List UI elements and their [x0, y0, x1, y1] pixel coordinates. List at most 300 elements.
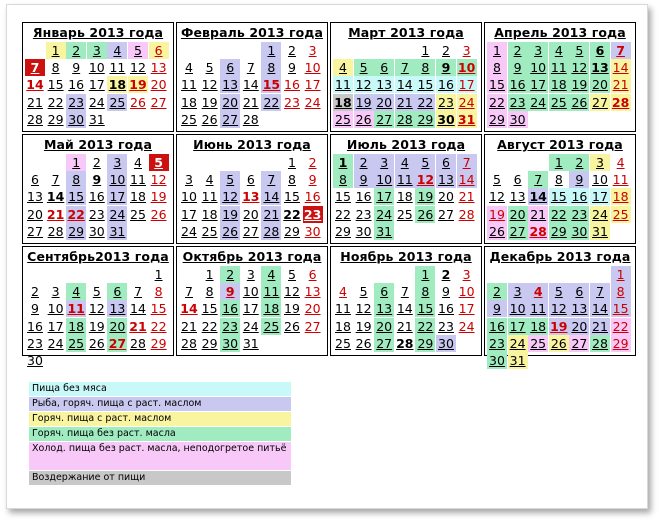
day-cell[interactable]: 10: [528, 59, 548, 76]
day-cell[interactable]: 19: [487, 206, 507, 223]
day-cell[interactable]: 27: [590, 94, 610, 111]
day-cell[interactable]: 20: [27, 206, 43, 222]
month-title[interactable]: Октябрь 2013 года: [182, 249, 322, 264]
day-cell[interactable]: 16: [284, 77, 300, 93]
day-cell[interactable]: 13: [374, 300, 394, 317]
day-cell[interactable]: 18: [335, 318, 351, 334]
day-cell[interactable]: 9: [92, 172, 102, 188]
day-cell[interactable]: 2: [220, 266, 240, 283]
day-cell[interactable]: 21: [181, 318, 197, 334]
day-cell[interactable]: 23: [438, 318, 454, 334]
day-cell[interactable]: 28: [27, 111, 43, 127]
day-cell[interactable]: 17: [457, 76, 477, 93]
day-cell[interactable]: 28: [130, 335, 146, 351]
day-cell[interactable]: 26: [487, 223, 507, 240]
day-cell[interactable]: 8: [611, 283, 631, 300]
day-cell[interactable]: 4: [339, 284, 347, 300]
day-cell[interactable]: 25: [261, 318, 281, 335]
day-cell[interactable]: 17: [528, 76, 548, 93]
day-cell[interactable]: 22: [415, 94, 435, 111]
day-cell[interactable]: 23: [220, 318, 240, 335]
day-cell[interactable]: 1: [415, 266, 435, 283]
day-cell[interactable]: 6: [107, 283, 127, 300]
day-cell[interactable]: 24: [107, 206, 127, 223]
day-cell[interactable]: 8: [205, 284, 214, 300]
day-cell[interactable]: 29: [611, 335, 631, 352]
day-cell[interactable]: 10: [304, 60, 321, 76]
day-cell[interactable]: 7: [246, 60, 255, 76]
day-cell[interactable]: 14: [242, 77, 259, 93]
day-cell[interactable]: 9: [487, 300, 507, 317]
day-cell[interactable]: 30: [304, 223, 321, 239]
day-cell[interactable]: 15: [487, 76, 507, 93]
day-cell[interactable]: 7: [51, 172, 60, 188]
day-cell[interactable]: 30: [436, 335, 456, 352]
day-cell[interactable]: 20: [304, 301, 321, 317]
day-cell[interactable]: 6: [31, 172, 39, 188]
day-cell[interactable]: 27: [108, 335, 127, 351]
month-title[interactable]: Май 2013 года: [43, 137, 153, 152]
day-cell[interactable]: 5: [128, 42, 148, 59]
day-cell[interactable]: 19: [284, 301, 300, 317]
day-cell[interactable]: 19: [150, 189, 167, 205]
day-cell[interactable]: 22: [283, 206, 301, 222]
day-cell[interactable]: 5: [549, 283, 569, 300]
day-cell[interactable]: 7: [395, 59, 415, 76]
day-cell[interactable]: 17: [181, 206, 197, 222]
day-cell[interactable]: 12: [569, 59, 589, 76]
day-cell[interactable]: 18: [334, 94, 352, 110]
day-cell[interactable]: 26: [355, 335, 372, 351]
day-cell[interactable]: 1: [261, 42, 281, 59]
day-cell[interactable]: 4: [616, 155, 625, 170]
day-cell[interactable]: 22: [150, 318, 167, 334]
month-title[interactable]: Декабрь 2013 года: [489, 249, 631, 264]
day-cell[interactable]: 24: [374, 206, 394, 223]
month-title[interactable]: Июнь 2013 года: [193, 137, 311, 152]
day-cell[interactable]: 7: [134, 284, 142, 300]
day-cell[interactable]: 29: [201, 335, 218, 351]
day-cell[interactable]: 1: [611, 266, 631, 283]
day-cell[interactable]: 17: [107, 188, 127, 205]
day-cell[interactable]: 1: [333, 154, 353, 171]
day-cell[interactable]: 17: [304, 77, 321, 93]
day-cell[interactable]: 17: [88, 77, 105, 93]
day-cell[interactable]: 2: [508, 42, 528, 59]
day-cell[interactable]: 6: [246, 172, 255, 188]
day-cell[interactable]: 3: [308, 43, 317, 58]
day-cell[interactable]: 9: [288, 60, 296, 76]
day-cell[interactable]: 20: [374, 318, 394, 335]
day-cell[interactable]: 11: [395, 171, 415, 188]
day-cell[interactable]: 12: [549, 300, 569, 317]
day-cell[interactable]: 22: [487, 94, 507, 111]
day-cell[interactable]: 3: [528, 42, 548, 59]
day-cell[interactable]: 25: [107, 94, 127, 111]
day-cell[interactable]: 9: [436, 59, 456, 76]
day-cell[interactable]: 27: [508, 223, 528, 240]
day-cell[interactable]: 15: [415, 76, 435, 93]
day-cell[interactable]: 14: [261, 188, 281, 205]
day-cell[interactable]: 27: [242, 223, 259, 239]
day-cell[interactable]: 20: [242, 206, 259, 222]
day-cell[interactable]: 8: [288, 172, 296, 188]
day-cell[interactable]: 9: [442, 284, 450, 300]
day-cell[interactable]: 15: [549, 188, 569, 205]
day-cell[interactable]: 18: [108, 77, 127, 93]
day-cell[interactable]: 2: [92, 155, 101, 170]
day-cell[interactable]: 30: [220, 335, 240, 352]
day-cell[interactable]: 11: [109, 60, 126, 76]
day-cell[interactable]: 13: [374, 76, 394, 93]
day-cell[interactable]: 27: [438, 206, 454, 222]
day-cell[interactable]: 28: [181, 335, 197, 351]
day-cell[interactable]: 28: [590, 335, 610, 352]
day-cell[interactable]: 27: [27, 223, 43, 239]
day-cell[interactable]: 14: [457, 171, 477, 188]
day-cell[interactable]: 24: [304, 94, 321, 110]
day-cell[interactable]: 18: [611, 188, 631, 205]
day-cell[interactable]: 13: [569, 300, 589, 317]
day-cell[interactable]: 15: [611, 300, 631, 317]
day-cell[interactable]: 8: [261, 59, 281, 76]
day-cell[interactable]: 10: [592, 172, 608, 188]
day-cell[interactable]: 25: [130, 206, 146, 222]
month-title[interactable]: Сентябрь2013 года: [27, 249, 169, 264]
day-cell[interactable]: 19: [201, 94, 218, 110]
day-cell[interactable]: 4: [66, 283, 86, 300]
day-cell[interactable]: 3: [246, 267, 255, 282]
day-cell[interactable]: 17: [374, 188, 394, 205]
day-cell[interactable]: 25: [611, 206, 631, 223]
day-cell[interactable]: 20: [374, 94, 394, 111]
day-cell[interactable]: 30: [487, 352, 507, 369]
day-cell[interactable]: 17: [242, 301, 259, 317]
day-cell[interactable]: 26: [220, 223, 240, 240]
day-cell[interactable]: 20: [590, 76, 610, 93]
day-cell[interactable]: 4: [205, 172, 214, 188]
day-cell[interactable]: 21: [261, 206, 281, 223]
day-cell[interactable]: 20: [107, 318, 127, 335]
day-cell[interactable]: 6: [513, 172, 522, 188]
day-cell[interactable]: 1: [421, 43, 430, 58]
day-cell[interactable]: 10: [107, 171, 127, 188]
day-cell[interactable]: 27: [374, 335, 394, 352]
day-cell[interactable]: 23: [27, 335, 43, 351]
day-cell[interactable]: 16: [355, 189, 372, 205]
day-cell[interactable]: 18: [66, 318, 86, 335]
day-cell[interactable]: 20: [569, 318, 589, 335]
day-cell[interactable]: 28: [242, 111, 259, 127]
day-cell[interactable]: 4: [528, 283, 548, 300]
day-cell[interactable]: 4: [261, 266, 281, 283]
day-cell[interactable]: 3: [107, 154, 127, 171]
day-cell[interactable]: 23: [355, 206, 372, 222]
day-cell[interactable]: 22: [611, 318, 631, 335]
day-cell[interactable]: 23: [66, 94, 86, 111]
month-title[interactable]: Ноябрь 2013 года: [340, 249, 472, 264]
day-cell[interactable]: 22: [335, 206, 351, 222]
day-cell[interactable]: 28: [395, 111, 415, 128]
day-cell[interactable]: 9: [308, 172, 317, 188]
month-title[interactable]: Февраль 2013 года: [180, 25, 324, 40]
day-cell[interactable]: 15: [284, 189, 300, 205]
day-cell[interactable]: 11: [335, 301, 351, 317]
day-cell[interactable]: 24: [457, 94, 477, 111]
day-cell[interactable]: 22: [67, 206, 85, 222]
day-cell[interactable]: 11: [261, 283, 281, 300]
day-cell[interactable]: 2: [308, 155, 317, 170]
day-cell[interactable]: 25: [335, 335, 351, 351]
day-cell[interactable]: 10: [457, 60, 476, 76]
day-cell[interactable]: 26: [569, 94, 589, 111]
day-cell[interactable]: 18: [396, 189, 413, 205]
day-cell[interactable]: 10: [508, 300, 528, 317]
day-cell[interactable]: 23: [436, 94, 456, 111]
day-cell[interactable]: 5: [493, 172, 501, 188]
day-cell[interactable]: 31: [88, 111, 105, 127]
day-cell[interactable]: 21: [46, 206, 65, 222]
day-cell[interactable]: 16: [487, 318, 507, 335]
day-cell[interactable]: 13: [509, 189, 526, 205]
day-cell[interactable]: 1: [549, 154, 569, 171]
day-cell[interactable]: 3: [590, 154, 610, 171]
day-cell[interactable]: 13: [107, 300, 127, 317]
day-cell[interactable]: 3: [87, 42, 107, 59]
day-cell[interactable]: 12: [88, 301, 105, 317]
day-cell[interactable]: 28: [396, 335, 414, 351]
day-cell[interactable]: 3: [508, 283, 528, 300]
day-cell[interactable]: 14: [590, 300, 610, 317]
day-cell[interactable]: 11: [181, 77, 197, 93]
day-cell[interactable]: 27: [304, 318, 321, 334]
day-cell[interactable]: 25: [201, 223, 218, 239]
day-cell[interactable]: 22: [47, 94, 64, 110]
day-cell[interactable]: 19: [550, 318, 568, 334]
day-cell[interactable]: 21: [528, 206, 548, 223]
day-cell[interactable]: 5: [288, 267, 296, 282]
day-cell[interactable]: 3: [185, 172, 193, 188]
day-cell[interactable]: 4: [107, 42, 127, 59]
day-cell[interactable]: 29: [549, 223, 569, 240]
day-cell[interactable]: 2: [66, 42, 86, 59]
day-cell[interactable]: 12: [489, 189, 505, 205]
day-cell[interactable]: 1: [154, 267, 163, 282]
day-cell[interactable]: 13: [591, 60, 609, 76]
day-cell[interactable]: 31: [374, 223, 394, 240]
day-cell[interactable]: 6: [374, 283, 394, 300]
day-cell[interactable]: 2: [288, 43, 296, 58]
day-cell[interactable]: 24: [590, 206, 610, 223]
day-cell[interactable]: 26: [284, 318, 300, 334]
day-cell[interactable]: 30: [355, 223, 372, 239]
day-cell[interactable]: 20: [438, 189, 454, 205]
day-cell[interactable]: 6: [590, 42, 610, 59]
day-cell[interactable]: 25: [528, 335, 548, 352]
day-cell[interactable]: 17: [590, 188, 610, 205]
day-cell[interactable]: 24: [181, 223, 197, 239]
day-cell[interactable]: 4: [549, 42, 569, 59]
day-cell[interactable]: 26: [150, 206, 167, 222]
day-cell[interactable]: 7: [528, 171, 548, 188]
day-cell[interactable]: 12: [354, 76, 374, 93]
day-cell[interactable]: 9: [354, 171, 374, 188]
day-cell[interactable]: 16: [27, 318, 43, 334]
day-cell[interactable]: 18: [181, 94, 197, 110]
day-cell[interactable]: 13: [27, 189, 43, 205]
day-cell[interactable]: 24: [528, 94, 548, 111]
day-cell[interactable]: 21: [458, 189, 475, 205]
day-cell[interactable]: 26: [88, 335, 105, 351]
day-cell[interactable]: 11: [333, 76, 353, 93]
day-cell[interactable]: 1: [487, 42, 507, 59]
day-cell[interactable]: 9: [220, 283, 240, 300]
day-cell[interactable]: 29: [150, 335, 167, 351]
day-cell[interactable]: 19: [355, 318, 372, 334]
day-cell[interactable]: 3: [462, 267, 471, 282]
day-cell[interactable]: 15: [335, 189, 351, 205]
day-cell[interactable]: 23: [284, 94, 300, 110]
day-cell[interactable]: 24: [47, 335, 64, 351]
day-cell[interactable]: 17: [47, 318, 64, 334]
day-cell[interactable]: 4: [395, 154, 415, 171]
day-cell[interactable]: 10: [181, 189, 197, 205]
day-cell[interactable]: 30: [437, 111, 455, 127]
day-cell[interactable]: 21: [396, 318, 413, 334]
day-cell[interactable]: 1: [205, 267, 214, 282]
day-cell[interactable]: 30: [569, 223, 589, 240]
day-cell[interactable]: 25: [66, 335, 86, 352]
day-cell[interactable]: 6: [569, 283, 589, 300]
day-cell[interactable]: 15: [415, 300, 435, 317]
day-cell[interactable]: 18: [549, 76, 569, 93]
day-cell[interactable]: 16: [68, 77, 85, 93]
day-cell[interactable]: 10: [47, 301, 64, 317]
month-title[interactable]: Март 2013 года: [348, 25, 464, 40]
day-cell[interactable]: 7: [611, 42, 631, 59]
day-cell[interactable]: 23: [487, 335, 507, 352]
day-cell[interactable]: 13: [242, 189, 260, 205]
day-cell[interactable]: 12: [130, 60, 146, 76]
day-cell[interactable]: 8: [66, 171, 86, 188]
day-cell[interactable]: 6: [149, 42, 169, 59]
day-cell[interactable]: 14: [611, 59, 631, 76]
day-cell[interactable]: 14: [529, 189, 547, 205]
day-cell[interactable]: 5: [205, 60, 214, 76]
day-cell[interactable]: 17: [458, 301, 475, 317]
day-cell[interactable]: 13: [150, 60, 167, 76]
day-cell[interactable]: 19: [569, 76, 589, 93]
day-cell[interactable]: 9: [508, 59, 528, 76]
day-cell[interactable]: 18: [201, 206, 218, 222]
day-cell[interactable]: 12: [150, 172, 167, 188]
day-cell[interactable]: 7: [400, 284, 409, 300]
day-cell[interactable]: 14: [46, 189, 65, 205]
day-cell[interactable]: 5: [415, 154, 435, 171]
day-cell[interactable]: 16: [569, 188, 589, 205]
day-cell[interactable]: 20: [508, 206, 528, 223]
day-cell[interactable]: 4: [134, 155, 142, 170]
day-cell[interactable]: 30: [27, 353, 43, 368]
day-cell[interactable]: 13: [304, 284, 321, 300]
day-cell[interactable]: 8: [154, 284, 163, 300]
day-cell[interactable]: 2: [569, 154, 589, 171]
day-cell[interactable]: 20: [220, 94, 240, 111]
day-cell[interactable]: 2: [442, 43, 450, 58]
month-title[interactable]: Апрель 2013 года: [494, 25, 626, 40]
day-cell[interactable]: 21: [611, 76, 631, 93]
day-cell[interactable]: 11: [528, 300, 548, 317]
day-cell[interactable]: 21: [395, 94, 415, 111]
day-cell[interactable]: 31: [508, 352, 528, 369]
day-cell[interactable]: 14: [26, 77, 44, 93]
day-cell[interactable]: 12: [416, 172, 435, 188]
day-cell[interactable]: 12: [355, 301, 372, 317]
day-cell[interactable]: 18: [528, 318, 548, 335]
day-cell[interactable]: 9: [31, 301, 39, 317]
day-cell[interactable]: 29: [415, 111, 435, 128]
day-cell[interactable]: 8: [51, 60, 60, 76]
day-cell[interactable]: 26: [201, 111, 218, 127]
day-cell[interactable]: 26: [549, 335, 569, 352]
day-cell[interactable]: 6: [436, 154, 456, 171]
day-cell[interactable]: 22: [261, 94, 281, 111]
day-cell[interactable]: 10: [458, 284, 475, 300]
day-cell[interactable]: 19: [354, 94, 374, 111]
day-cell[interactable]: 19: [220, 206, 240, 223]
day-cell[interactable]: 14: [130, 301, 146, 317]
day-cell[interactable]: 24: [458, 318, 475, 334]
day-cell[interactable]: 27: [374, 111, 394, 128]
day-cell[interactable]: 12: [201, 77, 218, 93]
day-cell[interactable]: 31: [107, 223, 127, 240]
day-cell[interactable]: 11: [130, 172, 146, 188]
day-cell[interactable]: 22: [415, 318, 435, 335]
day-cell[interactable]: 7: [261, 171, 281, 188]
day-cell[interactable]: 15: [262, 77, 281, 93]
day-cell[interactable]: 16: [88, 189, 105, 205]
day-cell[interactable]: 13: [436, 171, 456, 188]
day-cell[interactable]: 7: [25, 59, 45, 76]
month-title[interactable]: Январь 2013 года: [32, 25, 164, 40]
day-cell[interactable]: 15: [47, 77, 64, 93]
day-cell[interactable]: 5: [149, 154, 169, 171]
day-cell[interactable]: 26: [130, 94, 146, 110]
day-cell[interactable]: 29: [335, 223, 351, 239]
day-cell[interactable]: 29: [415, 335, 435, 352]
day-cell[interactable]: 4: [333, 59, 353, 76]
day-cell[interactable]: 2: [441, 267, 451, 282]
day-cell[interactable]: 23: [569, 206, 589, 223]
day-cell[interactable]: 14: [180, 301, 198, 317]
day-cell[interactable]: 29: [47, 111, 64, 127]
day-cell[interactable]: 29: [66, 223, 86, 240]
day-cell[interactable]: 1: [288, 155, 296, 170]
day-cell[interactable]: 30: [508, 111, 528, 128]
day-cell[interactable]: 7: [185, 284, 193, 300]
day-cell[interactable]: 8: [487, 59, 507, 76]
day-cell[interactable]: 7: [457, 154, 477, 171]
day-cell[interactable]: 28: [611, 94, 630, 110]
day-cell[interactable]: 3: [374, 154, 394, 171]
day-cell[interactable]: 2: [487, 283, 507, 300]
day-cell[interactable]: 8: [415, 59, 435, 76]
day-cell[interactable]: 24: [508, 335, 528, 352]
day-cell[interactable]: 21: [27, 94, 43, 110]
day-cell[interactable]: 19: [415, 188, 435, 205]
day-cell[interactable]: 27: [569, 335, 589, 352]
day-cell[interactable]: 25: [181, 111, 197, 127]
